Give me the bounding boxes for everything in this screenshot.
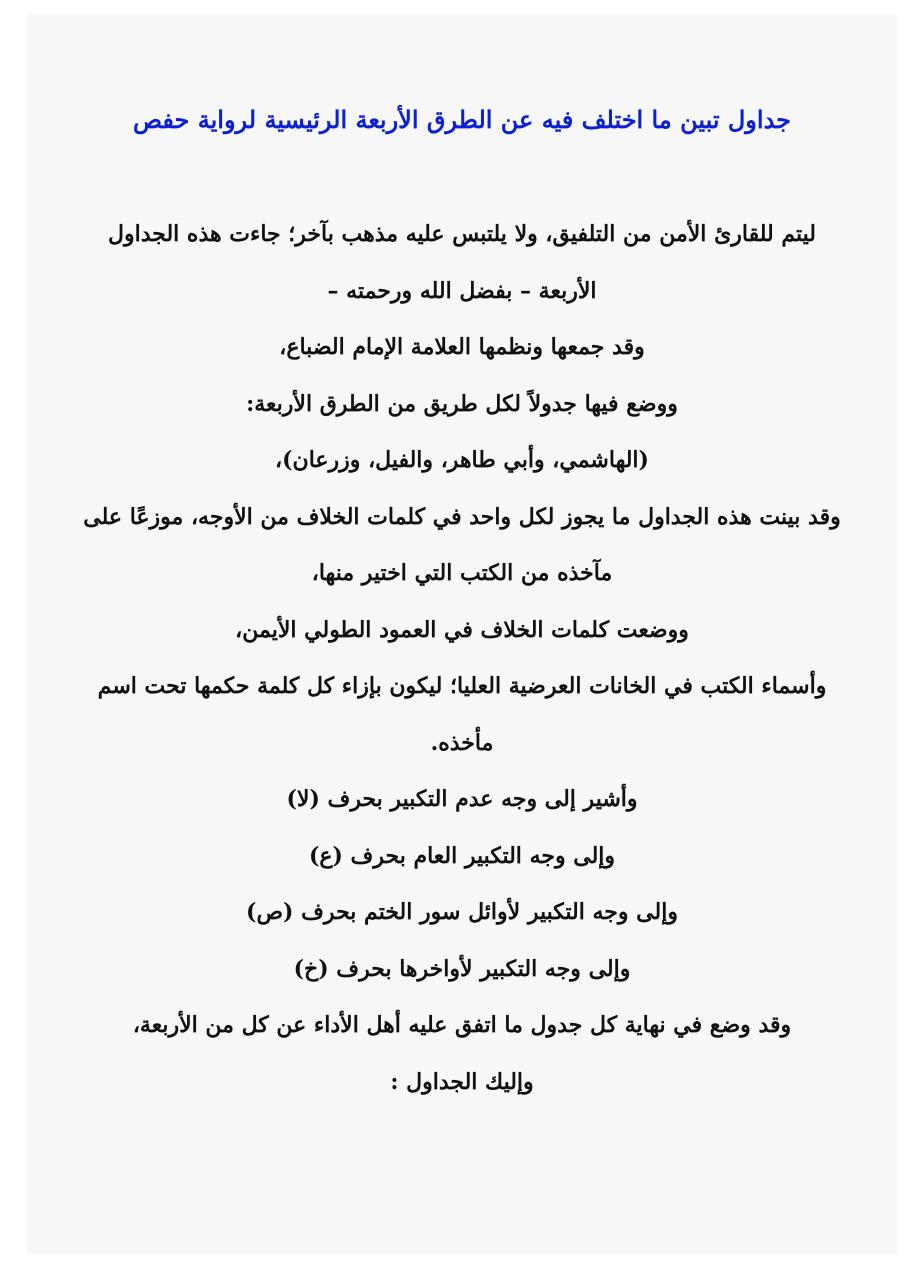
text-line: وإلى وجه التكبير العام بحرف (ع) [308,842,616,869]
page-title: جداول تبين ما اختلف فيه عن الطرق الأربعة الرئيسية لرواية حفص [133,105,791,134]
text-line: وإلى وجه التكبير لأواخرها بحرف (خ) [293,955,631,982]
text-line: وقد بينت هذه الجداول ما يجوز لكل واحد في كلمات الخلاف من الأوجه، موزعًا على [83,503,841,530]
text-line: وقد جمعها ونظمها العلامة الإمام الضباع، [279,334,645,360]
text-line: (الهاشمي، وأبي طاهر، والفيل، وزرعان)، [275,447,649,473]
document-page [27,14,897,1254]
text-line: وقد وضع في نهاية كل جدول ما اتفق عليه أهل الأداء عن كل من الأربعة، [132,1012,792,1038]
text-line: الأربعة – بفضل الله ورحمته – [327,277,597,304]
text-line: مأخذه. [430,729,494,756]
text-line: ليتم للقارئ الأمن من التلفيق، ولا يلتبس عليه مذهب بآخر؛ جاءت هذه الجداول [107,221,817,247]
text-line: وإلى وجه التكبير لأوائل سور الختم بحرف (ص) [246,899,678,925]
text-line: وإليك الجداول : [390,1068,534,1095]
body-text [35,214,889,1118]
text-line: ووضع فيها جدولاً لكل طريق من الطرق الأربعة: [246,390,678,417]
text-line: وأشير إلى وجه عدم التكبير بحرف (لا) [286,786,638,812]
text-line: ووضعت كلمات الخلاف في العمود الطولي الأيمن، [235,616,689,643]
text-line: وأسماء الكتب في الخانات العرضية العليا؛ ليكون بإزاء كل كلمة حكمها تحت اسم [97,673,827,699]
text-line: مآخذه من الكتب التي اختير منها، [311,560,613,586]
